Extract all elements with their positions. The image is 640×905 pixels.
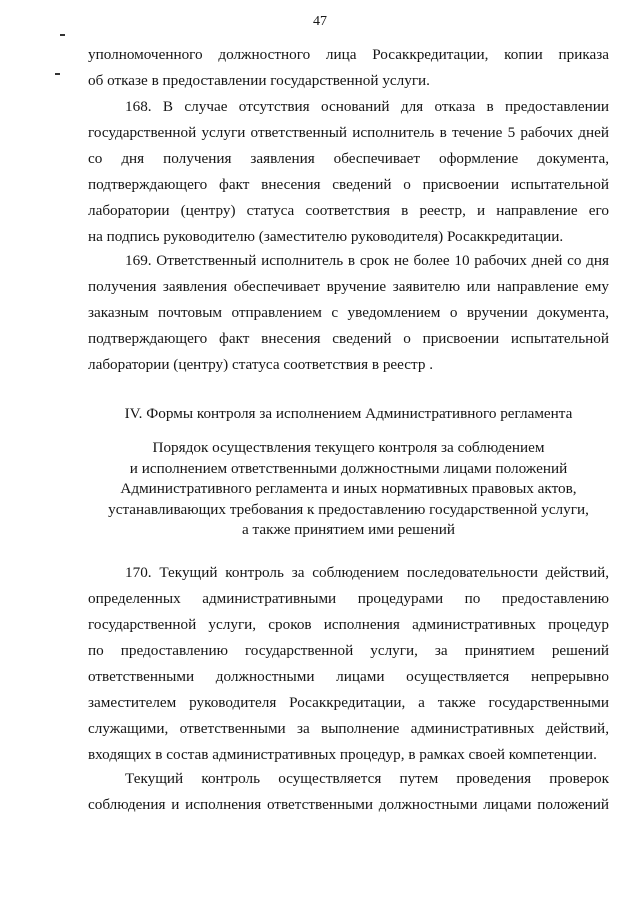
subheading-line: устанавливающих требования к предоставлению государственной услуги, [108,500,589,518]
paragraph-line: подтверждающего факт внесения сведений о присвоении испытательной [88,176,609,193]
paragraph-line: лаборатории (центру) статуса соответствия в реестр . [88,356,434,373]
paragraph-line: по предоставлению государственной услуги, за принятием решений [88,642,609,659]
subheading-line: Порядок осуществления текущего контроля за соблюдением [152,439,545,456]
scan-mark [55,73,60,75]
paragraph-line: уполномоченного должностного лица Росаккредитации, копии приказа [88,46,609,63]
paragraph-intro [88,42,609,94]
subheading [88,438,609,541]
subheading-line: Административного регламента и иных нормативных правовых актов, [120,480,577,497]
paragraph-line: 169. Ответственный исполнитель в срок не более 10 рабочих дней со дня [125,252,609,269]
paragraph-line: определенных административными процедурами по предоставлению [88,590,609,607]
scan-mark [60,34,65,36]
paragraph-line: об отказе в предоставлении государственной услуги. [88,72,430,89]
subheading-line: а также принятием ими решений [241,521,455,538]
paragraph-line: государственной услуги, сроков исполнения административных процедур [88,616,609,633]
section-title: IV. Формы контроля за исполнением Административного регламента [124,405,573,422]
paragraph-line: 170. Текущий контроль за соблюдением последовательности действий, [125,564,609,581]
paragraph-line: подтверждающего факт внесения сведений о присвоении испытательной [88,330,609,347]
paragraph-current-control [88,766,609,818]
paragraph-line: Текущий контроль осуществляется путем проведения проверок [125,770,609,787]
paragraph-line: заместителем руководителя Росаккредитации, а также государственными [88,694,609,711]
paragraph-168 [88,94,609,250]
paragraph-line: заказным почтовым отправлением с уведомлением о вручении документа, [88,304,609,321]
paragraph-line: государственной услуги ответственный исполнитель в течение 5 рабочих дней [88,124,609,141]
paragraph-line: ответственными должностными лицами осуществляется непрерывно [88,668,609,685]
paragraph-line: получения заявления обеспечивает вручение заявителю или направление ему [88,278,609,295]
paragraph-169 [88,248,609,378]
paragraph-line: на подпись руководителю (заместителю руководителя) Росаккредитации. [88,228,564,245]
paragraph-line: соблюдения и исполнения ответственными должностными лицами положений [88,796,609,813]
paragraph-line: служащими, ответственными за выполнение административных действий, [88,720,609,737]
page-number: 47 [313,14,327,29]
paragraph-line: со дня получения заявления обеспечивает оформление документа, [88,150,609,167]
paragraph-line: 168. В случае отсутствия оснований для отказа в предоставлении [125,98,609,115]
paragraph-line: входящих в состав административных процедур, в рамках своей компетенции. [88,746,597,763]
paragraph-line: лаборатории (центру) статуса соответствия в реестр, и направление его [88,202,609,219]
subheading-line: и исполнением ответственными должностными лицами положений [129,459,568,477]
paragraph-170 [88,560,609,768]
